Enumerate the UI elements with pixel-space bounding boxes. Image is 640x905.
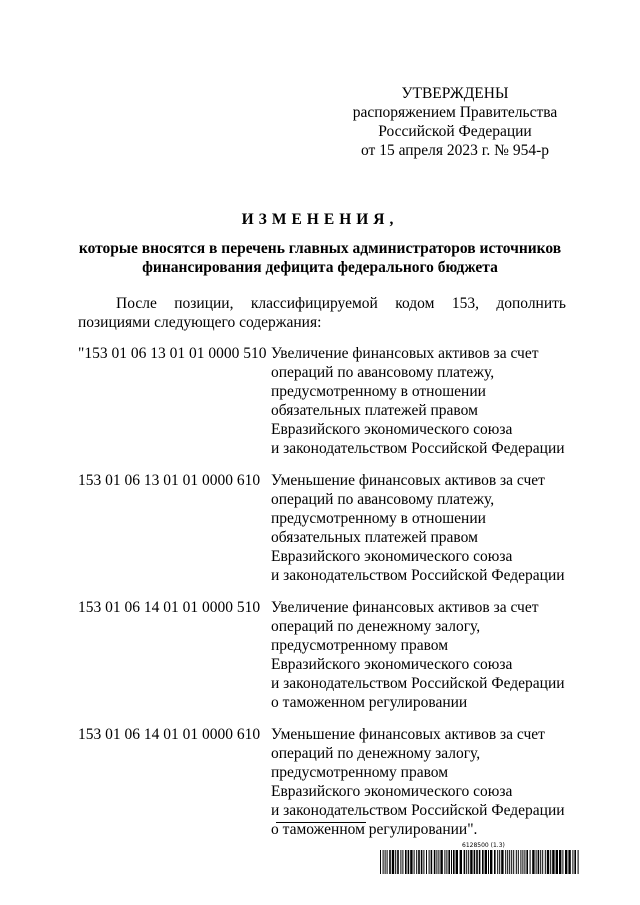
entry-description-line: Евразийского экономического союза bbox=[271, 656, 513, 673]
approval-date: от 15 апреля 2023 г. № 954-р bbox=[361, 142, 549, 159]
entry-description-line: обязательных платежей правом bbox=[271, 402, 478, 419]
entry-description-line: операций по денежному залогу, bbox=[271, 745, 481, 762]
document-title: ИЗМЕНЕНИЯ, bbox=[241, 211, 399, 228]
entry-code: 153 01 06 14 01 01 0000 510 bbox=[78, 599, 261, 616]
barcode-image bbox=[380, 850, 580, 874]
entry-description-line: предусмотренному правом bbox=[271, 764, 449, 781]
approval-heading: УТВЕРЖДЕНЫ bbox=[401, 85, 509, 102]
intro-line: позициями следующего содержания: bbox=[78, 314, 322, 331]
entry-description-line: операций по авансовому платежу, bbox=[271, 491, 495, 508]
entry-description bbox=[271, 344, 578, 458]
barcode-label: 6128500 (1.3) bbox=[462, 842, 505, 849]
subtitle-line: которые вносятся в перечень главных администраторов источников bbox=[78, 240, 562, 257]
entry-description-line: обязательных платежей правом bbox=[271, 529, 478, 546]
entry-description-line: Увеличение финансовых активов за счет bbox=[271, 599, 539, 616]
intro-paragraph bbox=[78, 294, 566, 332]
approval-block bbox=[330, 84, 580, 160]
document-subtitle bbox=[60, 239, 580, 277]
entry-description-line: предусмотренному в отношении bbox=[271, 510, 486, 527]
entry-description-line: Евразийского экономического союза bbox=[271, 548, 513, 565]
entry-description-line: Уменьшение финансовых активов за счет bbox=[271, 472, 545, 489]
entry-description-line: операций по авансовому платежу, bbox=[271, 364, 495, 381]
entry-description-line: Уменьшение финансовых активов за счет bbox=[271, 726, 545, 743]
separator-line bbox=[276, 822, 366, 823]
entry-description-line: и законодательством Российской Федерации bbox=[271, 675, 565, 692]
entry-description-line: о таможенном регулировании". bbox=[271, 821, 478, 838]
entry-description bbox=[271, 598, 578, 712]
entry-description-line: и законодательством Российской Федерации bbox=[271, 567, 565, 584]
subtitle-line: финансирования дефицита федерального бюджета bbox=[142, 259, 498, 276]
entry-description-line: предусмотренному правом bbox=[271, 637, 449, 654]
approval-line: распоряжением Правительства bbox=[352, 104, 558, 121]
entry-row bbox=[78, 344, 578, 458]
entries-list bbox=[78, 344, 578, 852]
entry-description-line: Увеличение финансовых активов за счет bbox=[271, 345, 539, 362]
entry-description-line: о таможенном регулировании bbox=[271, 694, 468, 711]
entry-description-line: и законодательством Российской Федерации bbox=[271, 440, 565, 457]
entry-description bbox=[271, 471, 578, 585]
entry-description-line: Евразийского экономического союза bbox=[271, 783, 513, 800]
entry-row bbox=[78, 471, 578, 585]
entry-code: "153 01 06 13 01 01 0000 510 bbox=[78, 345, 267, 362]
entry-row bbox=[78, 598, 578, 712]
entry-code: 153 01 06 13 01 01 0000 610 bbox=[78, 472, 261, 489]
entry-description-line: операций по денежному залогу, bbox=[271, 618, 481, 635]
intro-line: После позиции, классифицируемой кодом 153, дополнить bbox=[116, 295, 566, 312]
entry-description-line: и законодательством Российской Федерации bbox=[271, 802, 565, 819]
entry-code: 153 01 06 14 01 01 0000 610 bbox=[78, 726, 261, 743]
entry-description-line: Евразийского экономического союза bbox=[271, 421, 513, 438]
entry-description-line: предусмотренному в отношении bbox=[271, 383, 486, 400]
approval-line: Российской Федерации bbox=[378, 123, 532, 140]
